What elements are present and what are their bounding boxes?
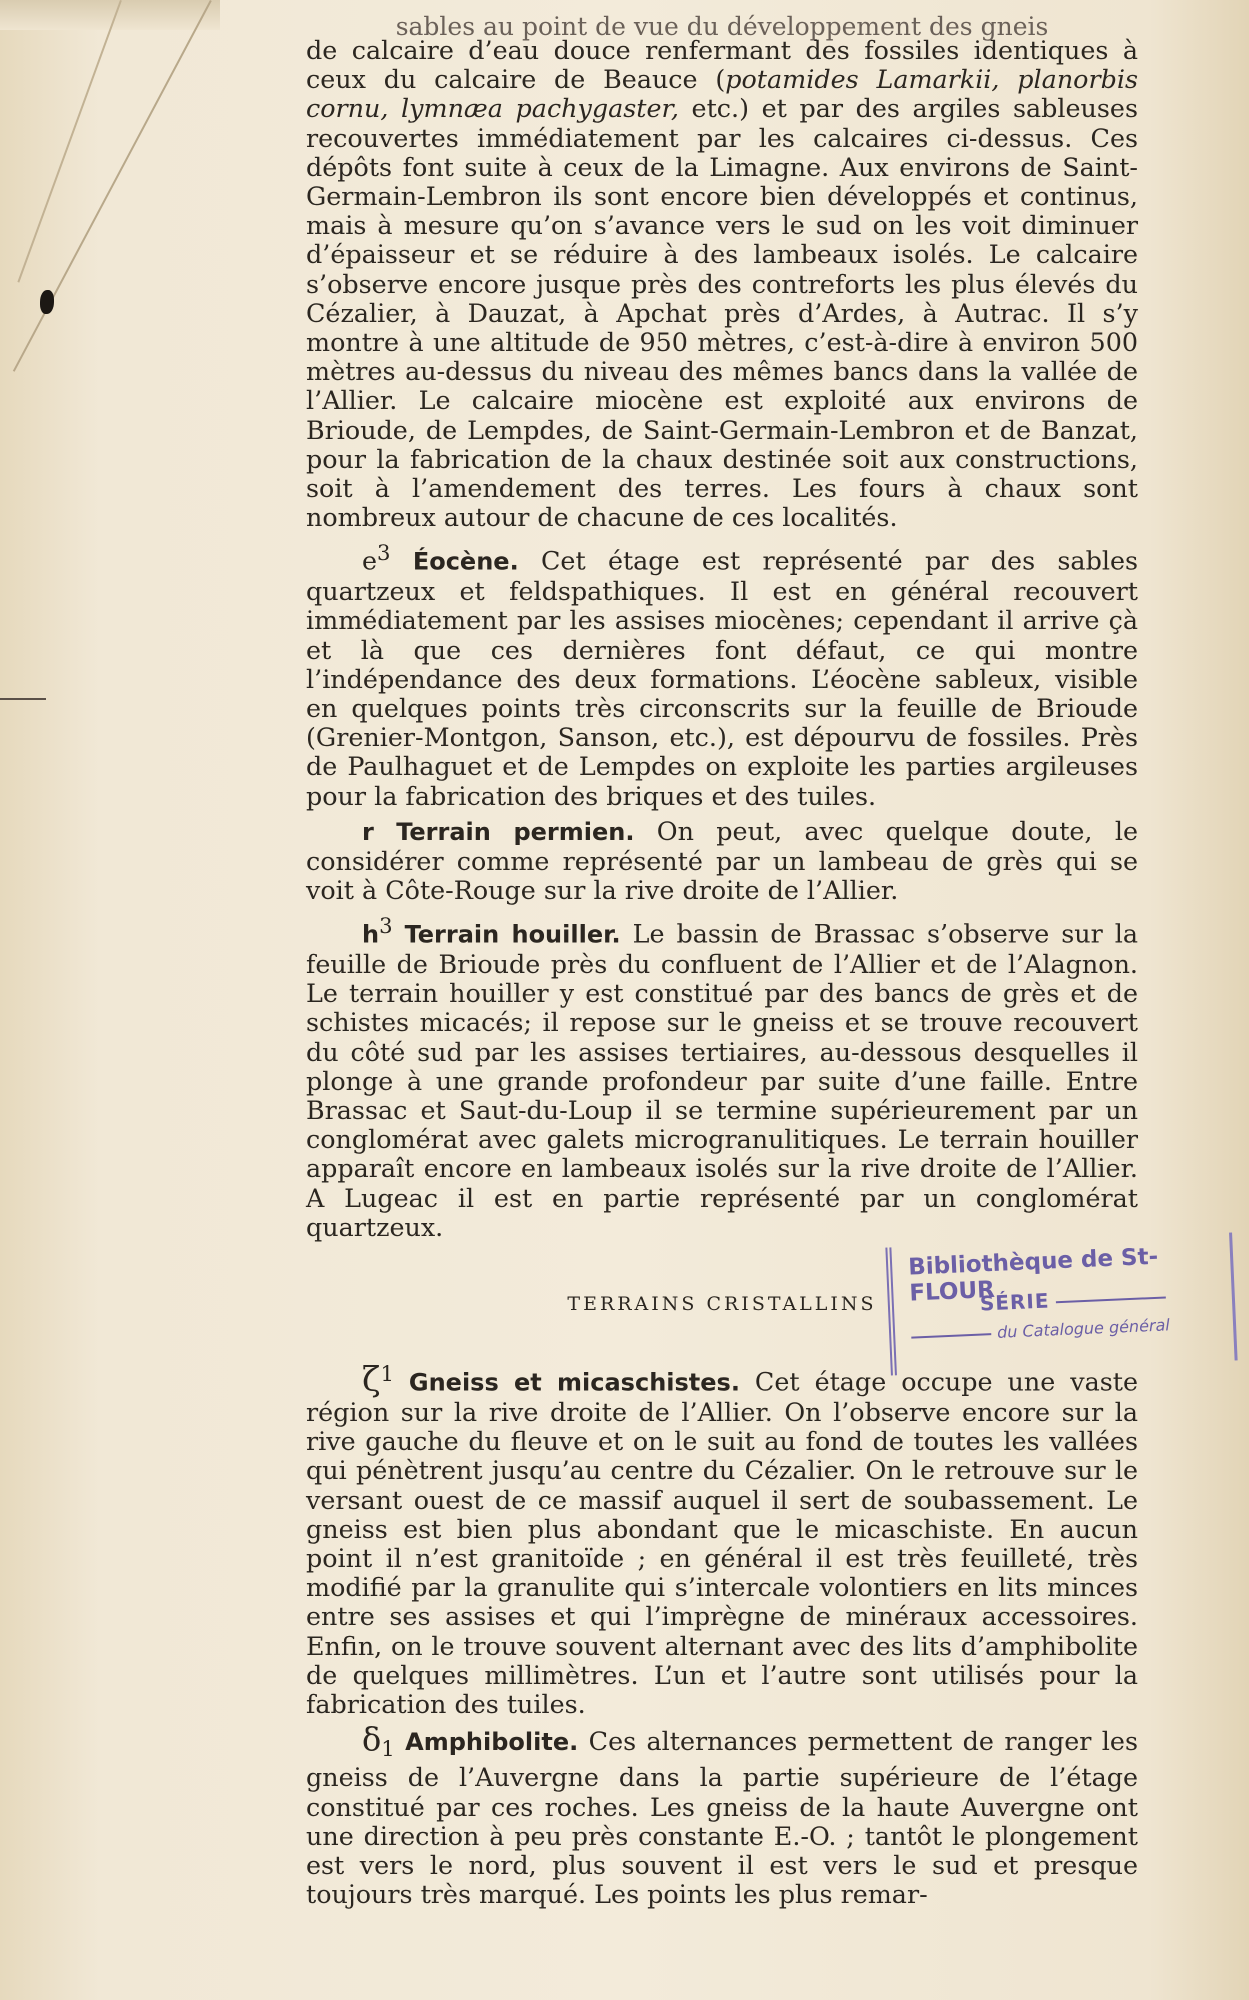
paragraph-text: On peut, avec quelque doute, le considérer comme représenté par un lambeau de grès qui se voit à Côte-Rouge sur la rive droite de l’Allier. bbox=[306, 815, 1138, 906]
ink-blot bbox=[40, 290, 54, 314]
stamp-series: SÉRIE bbox=[979, 1283, 1165, 1315]
symbol-index: 1 bbox=[380, 1361, 394, 1387]
stratigraphic-symbol: ζ bbox=[362, 1359, 381, 1400]
section-heading: Amphibolite. bbox=[405, 1728, 579, 1757]
paragraph-houiller bbox=[306, 911, 1138, 1242]
library-stamp bbox=[885, 1232, 1237, 1375]
stamp-catalogue: du Catalogue général bbox=[911, 1315, 1170, 1345]
page-crease bbox=[13, 0, 212, 372]
paragraph-text: Cet étage occupe une vaste région sur la rive droite de l’Allier. On l’observe encore sur la rive gauche du fleuve et on le suit au fond de toutes les vallées qui pénètrent jusqu’au centre du Cézalier. On le retrouve sur le versant ouest de ce massif auquel il sert de soubassement. Le gneiss est bien plus abondant que le micaschiste. En aucun point il n’est granitoïde ; en général il est très feuilleté, très modifié par la granulite qui s’intercale volontiers en lits minces entre ses assises et qui l’imprègne de minéraux accessoires. Enfin, on le trouve souvent alternant avec des lits d’amphibolite de quelques millimètres. L’un et l’autre sont utilisés pour la fabrication des tuiles. bbox=[306, 1366, 1138, 1719]
paragraph-eocene bbox=[306, 538, 1138, 810]
symbol-index: 3 bbox=[379, 913, 393, 939]
page-crease bbox=[17, 0, 121, 283]
symbol-index: 1 bbox=[381, 1736, 395, 1762]
symbol-index: 3 bbox=[377, 540, 391, 566]
stratigraphic-symbol: r bbox=[362, 817, 374, 846]
stratigraphic-symbol: h bbox=[362, 920, 380, 949]
paragraph-gneiss bbox=[306, 1359, 1138, 1719]
text-run: de calcaire d’eau douce renfermant des fossiles identiques à ceux du calcaire de Beauce ( bbox=[306, 35, 1138, 95]
section-heading: Éocène. bbox=[412, 547, 519, 576]
section-heading: Gneiss et micaschistes. bbox=[408, 1368, 740, 1397]
cut-off-line: sables au point de vue du développement des gneis bbox=[395, 12, 1049, 41]
paragraph-text: Ces alternances permettent de ranger les gneiss de l’Auvergne dans la partie supérieure de l’étage constitué par ces roches. Les gneiss de la haute Auvergne ont une direction à peu près constante E.-O. ; tantôt le plongement est vers le nord, plus souvent il est vers le sud et presque toujours très marqué. Les points les plus remar- bbox=[306, 1726, 1138, 1910]
stratigraphic-symbol: e bbox=[362, 545, 378, 576]
species-names: potamides Lamarkii, planorbis cornu, lymnæa pachygaster, bbox=[306, 64, 1138, 124]
paragraph-text: Cet étage est représenté par des sables quartzeux et feldspathiques. Il est en général recouvert immédiatement par les assises miocènes; cependant il arrive çà et là que ces dernières font défaut, ce qui montre l’indépendance des deux formations. L’éocène sableux, visible en quelques points très circonscrits sur la feuille de Brioude (Grenier-Montgon, Sanson, etc.), est dépourvu de fossiles. Près de Paulhaguet et de Lempdes on exploite les parties argileuses pour la fabrication des briques et des tuiles. bbox=[306, 545, 1139, 811]
body-text bbox=[306, 12, 1139, 1910]
paragraph-text: Le bassin de Brassac s’observe sur la feuille de Brioude près du confluent de l’Allier et de l’Alagnon. Le terrain houiller y est constitué par des bancs de grès et de schistes micacés; il repose sur le gneiss et se trouve recouvert du côté sud par les assises tertiaires, au-dessous desquelles il plonge à une grande profondeur par suite d’une faille. Entre Brassac et Saut-du-Loup il se termine supérieurement par un conglomérat avec galets microgranulitiques. Le terrain houiller apparaît encore en lambeaux isolés sur la rive droite de l’Allier. A Lugeac il est en partie représenté par un conglomérat quartzeux. bbox=[306, 918, 1138, 1242]
stratigraphic-symbol: δ bbox=[362, 1720, 382, 1759]
edge-mark bbox=[0, 698, 46, 700]
section-title: TERRAINS CRISTALLINS bbox=[567, 1293, 877, 1316]
paragraph-amphibolite bbox=[306, 1720, 1138, 1910]
stamp-library-name: Bibliothèque de St-FLOUR bbox=[907, 1243, 1159, 1307]
text-run: etc.) et par des argiles sableuses recouvertes immédiatement par les calcaires ci-dessus. Ces dépôts font suite à ceux de la Limagne. Aux environs de Saint-Germain-Lembron ils sont encore bien développés et continus, mais à mesure qu’on s’avance vers le sud on les voit diminuer d’épaisseur et se réduire à des lambeaux isolés. Le calcaire s’observe encore jusque près des contreforts les plus élevés du Cézalier, à Dauzat, à Apchat près d’Ardes, à Autrac. Il s’y montre à une altitude de 950 mètres, c’est-à-dire à environ 500 mètres au-dessus du niveau des mêmes bancs dans la vallée de l’Allier. Le calcaire miocène est exploité aux environs de Brioude, de Lempdes, de Saint-Germain-Lembron et de Banzat, pour la fabrication de la chaux destinée soit aux constructions, soit à l’amendement des terres. Les fours à chaux sont nombreux autour de chacune de ces localités. bbox=[306, 93, 1138, 533]
paragraph-permien bbox=[306, 817, 1138, 906]
paragraph-miocene bbox=[306, 36, 1138, 532]
section-heading: Terrain permien. bbox=[396, 817, 635, 846]
section-heading: Terrain houiller. bbox=[404, 920, 621, 949]
